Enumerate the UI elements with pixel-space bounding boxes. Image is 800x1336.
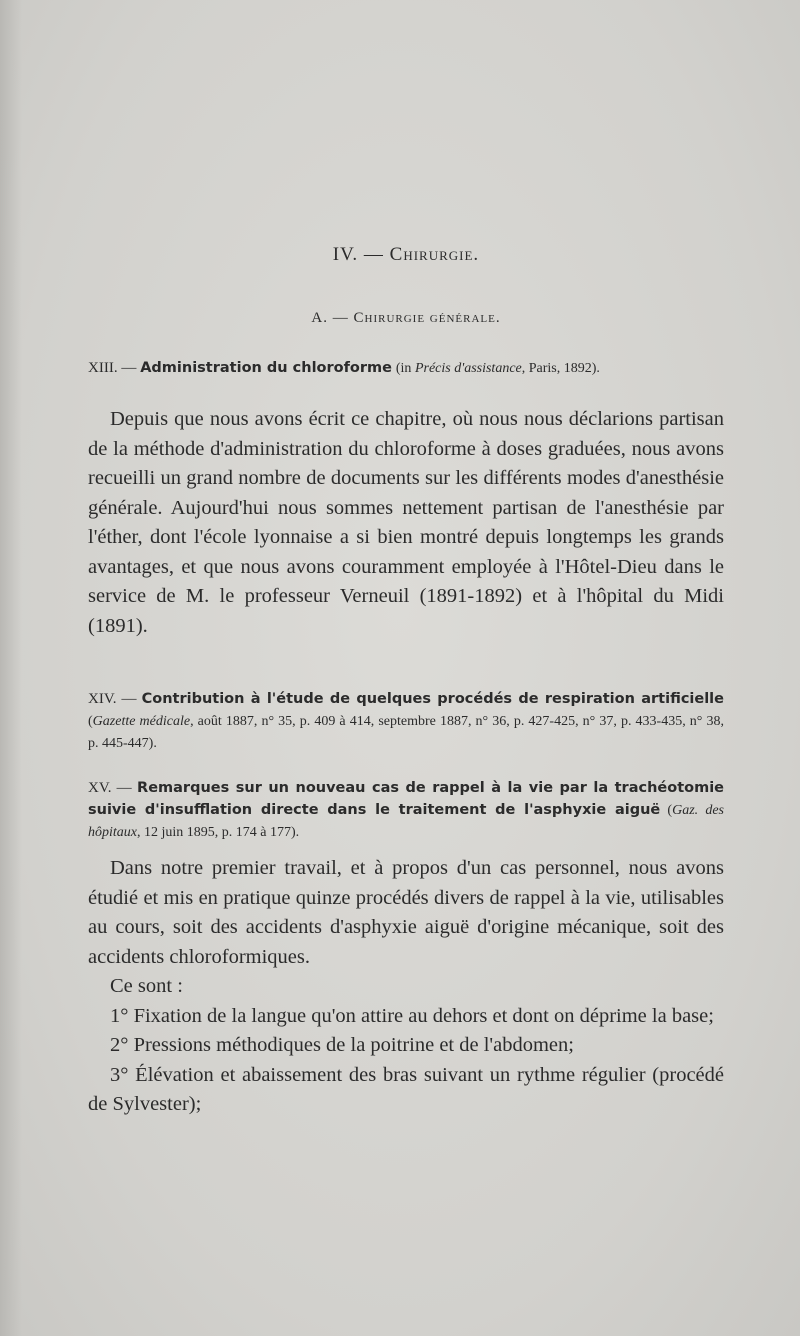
entry-ref-open: ( <box>88 714 93 729</box>
subsection-heading: A. — Chirurgie générale. <box>311 310 501 326</box>
entry-title: Remarques sur un nouveau cas de rappel à la vie par la trachéotomie suivie d'insufflation directe dans le traitement de l'asphyxie aiguë <box>88 780 725 818</box>
entry-xv <box>88 777 724 843</box>
entry-ref-open: ( <box>660 803 673 818</box>
list-item: 2° Pressions méthodiques de la poitrine et de l'abdomen; <box>110 1034 574 1056</box>
entry-ref-rest: , Paris, 1892). <box>521 361 600 376</box>
list-item: 1° Fixation de la langue qu'on attire au dehors et dont on déprime la base; <box>110 1004 714 1027</box>
entry-ref-work: Gaz. des hôpitaux <box>88 803 724 840</box>
entry-xiii <box>88 357 724 379</box>
entry-ref-work: Précis d'assistance <box>414 361 522 376</box>
paragraph-chloroform <box>88 405 724 641</box>
list-item: 3° Élévation et abaissement des bras suivant un rythme régulier (procédé de Sylvester); <box>88 1063 724 1115</box>
paragraph-rappel <box>88 854 724 1120</box>
entry-title: Administration du chloroforme <box>140 360 392 376</box>
entry-number: XIII. — <box>88 360 137 376</box>
binding-shadow <box>0 0 22 1336</box>
list-intro: Ce sont : <box>110 975 183 997</box>
entry-ref-open: (in <box>395 361 415 376</box>
entry-ref-rest: , août 1887, n° 35, p. 409 à 414, septembre 1887, n° 36, p. 427-425, n° 37, p. 433-435, n° 38, p. 445-447). <box>88 714 724 751</box>
entry-ref-work: Gazette médicale <box>92 714 191 729</box>
paragraph-text: Depuis que nous avons écrit ce chapitre, où nous nous déclarions partisan de la méthode d'administration du chloroforme à doses graduées, nous avons recueilli un grand nombre de documents sur les différents modes d'anesthésie générale. Aujourd'hui nous sommes nettement partisan de l'anesthésie par l'éther, dont l'école lyonnaise a si bien montré depuis longtemps les grands avantages, et que nous avons couramment employée à l'Hôtel-Dieu dans le service de M. le professeur Verneuil (1891-1892) et à l'hôpital du Midi (1891). <box>88 408 724 637</box>
paragraph-text: Dans notre premier travail, et à propos d'un cas personnel, nous avons étudié et mis en pratique quinze procédés divers de rappel à la vie, utilisables au cours, soit des accidents d'asphyxie aiguë d'origine mécanique, soit des accidents chloroformiques. <box>88 857 724 968</box>
entry-title: Contribution à l'étude de quelques procédés de respiration artificielle <box>141 691 724 707</box>
section-heading: IV. — Chirurgie. <box>332 244 480 265</box>
entry-xiv <box>88 688 724 754</box>
entry-number: XV. — <box>88 780 132 796</box>
entry-number: XIV. — <box>88 691 137 707</box>
entry-ref-rest: , 12 juin 1895, p. 174 à 177). <box>137 825 300 840</box>
